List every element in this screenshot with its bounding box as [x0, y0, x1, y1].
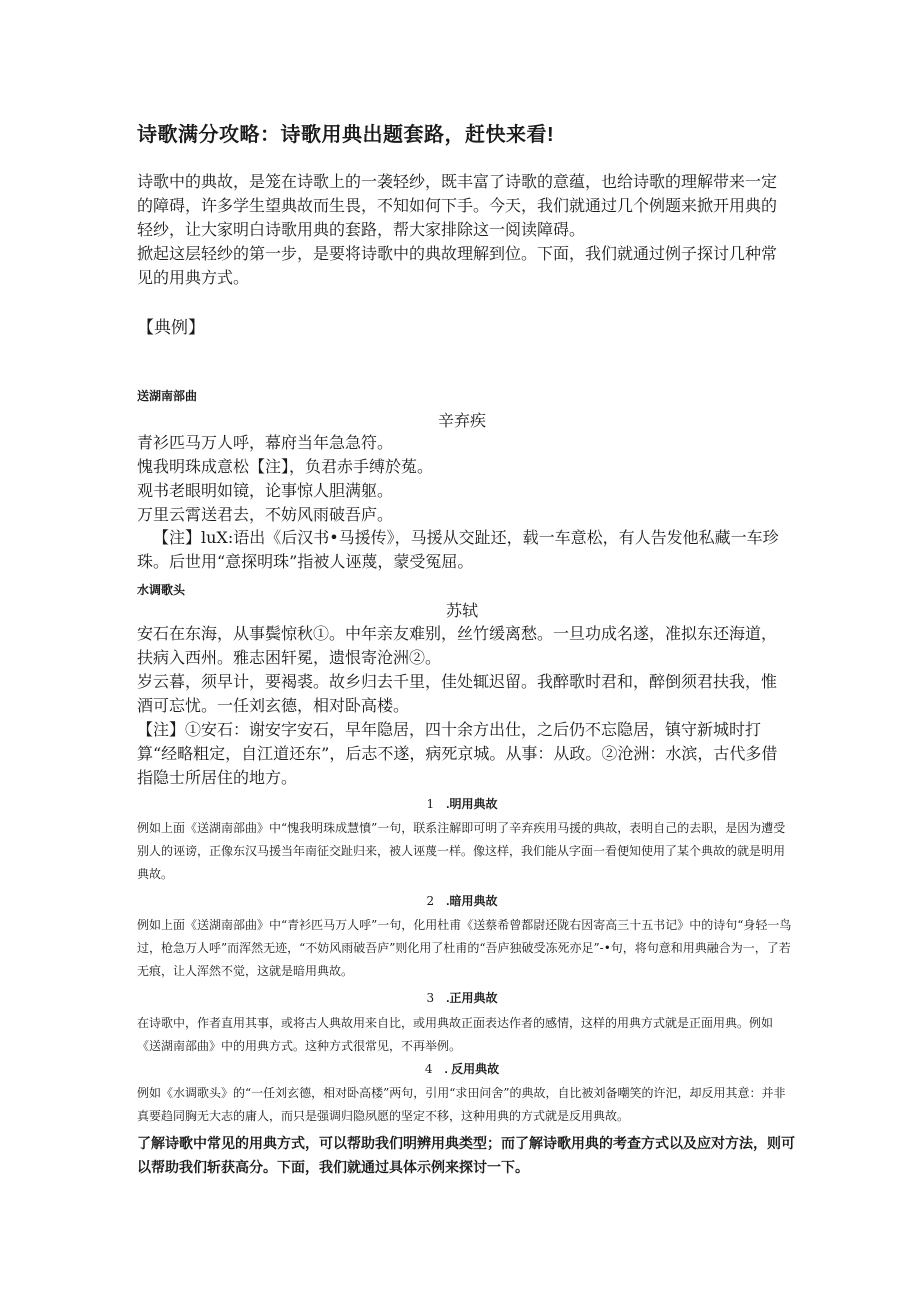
section-heading — [137, 1060, 787, 1077]
poem-note: 【注】①安石：谢安字安石，早年隐居，四十余方出仕，之后仍不忘隐居，镇守新城时打算“经略粗定，自江道还东”，后志不遂，病死京城。从事：从政。②沧洲：水滨，古代多借指隐士所居住的地方。 — [137, 720, 778, 787]
poem-title: 送湖南部曲 — [137, 389, 198, 403]
section-number: 1 — [426, 797, 435, 811]
section-paragraph: 例如上面《送湖南部曲》中“愧我明珠成慧憤”一句，联系注解即可明了辛弃疾用马援的典故，表明自己的去职，是因为遭受别人的诬谤，正像东汉马援当年南征交趾归来，被人诬蔑一样。像这样，我们能从字面一看便知使用了某个典故的就是明用典故。 — [137, 821, 786, 881]
section-heading — [137, 892, 787, 909]
section-number: 4 — [424, 1062, 433, 1076]
section-number: 2 — [426, 894, 435, 908]
poem-title: 水调歌头 — [137, 583, 186, 597]
poem-note: 【注】luX:语出《后汉书•马援传》，马援从交趾还，载一车意松，有人告发他私藏一车珍珠。后世用“意探明珠”指被人诬蔑，蒙受冤屈。 — [137, 528, 779, 571]
section-paragraph: 例如《水调歌头》的“一任刘玄德，相对卧高楼”两句，引用“求田问舍”的典故，自比被刘备嘲笑的许汜，却反用其意：并非真要趋同胸无大志的庸人，而只是强调归隐夙愿的坚定不移，这种用典的方式就是反用典故。 — [137, 1086, 786, 1123]
intro-paragraph: 掀起这层轻纱的第一步，是要将诗歌中的典故理解到位。下面，我们就通过例子探讨几种常见的用典方式。 — [137, 244, 778, 287]
poem-line: 万里云霄送君去，不妨风雨破吾庐。 — [137, 505, 394, 524]
closing-paragraph: 了解诗歌中常见的用典方式，可以帮助我们明辨用典类型；而了解诗歌用典的考查方式以及应对方法，则可以帮助我们斩获高分。下面，我们就通过具体示例来探讨一下。 — [137, 1135, 795, 1175]
poem-line: 观书老眼明如镜，论事惊人胆满躯。 — [137, 481, 394, 500]
intro — [137, 170, 787, 290]
poem-paragraph: 岁云暮，须早计，要褐裘。故乡归去千里，佳处辄迟留。我醉歌时君和，醉倒须君扶我，惟酒可忘忧。一任刘玄德，相对卧高楼。 — [137, 672, 778, 715]
page-title: 诗歌满分攻略：诗歌用典出题套路，赶快来看! — [137, 124, 555, 146]
section-label: 【典例】 — [137, 318, 205, 338]
section-body — [137, 1012, 792, 1058]
section-label-text: . 反用典故 — [444, 1062, 500, 1076]
intro-paragraph: 诗歌中的典故，是笼在诗歌上的一袭轻纱，既丰富了诗歌的意蕴，也给诗歌的理解带来一定的障碍，许多学生望典故而生畏，不知如何下手。今天，我们就通过几个例题来掀开用典的轻纱，让大家明白诗歌用典的套路，帮大家排除这一阅读障碍。 — [137, 172, 778, 239]
section-paragraph: 例如上面《送湖南部曲》中“青衫匹马万人呼”一句，化用杜甫《送蔡希曾都尉还陇右因寄高三十五书记》中的诗句“身轻一鸟过，枪急万人呼”而浑然无迹，“不妨风雨破吾庐”则化用了杜甫的“吾庐独破受冻死亦足”-•句，将句意和用典融合为一，了若无痕，让人浑然不觉，这就是暗用典故。 — [137, 918, 792, 978]
poem-author: 辛弃疾 — [437, 411, 486, 430]
poem-line: 愧我明珠成意松【注】，负君赤手缚於菟。 — [137, 457, 434, 476]
poem-author: 苏轼 — [445, 601, 478, 620]
poem-paragraph: 安石在东海，从事鬓惊秋①。中年亲友难别，丝竹缓离愁。一旦功成名遂，准拟东还海道，扶病入西州。雅志困轩冕，遗恨寄沧洲②。 — [137, 624, 778, 667]
section-label-text: .暗用典故 — [446, 894, 498, 908]
section-body — [137, 817, 792, 886]
section-label-text: .明用典故 — [446, 797, 498, 811]
poem-line: 青衫匹马万人呼，幕府当年急急符。 — [137, 433, 394, 452]
section-heading — [137, 795, 787, 812]
section-paragraph: 在诗歌中，作者直用其事，或将古人典故用来自比，或用典故正面表达作者的感情，这样的用典方式就是正面用典。例如《送湖南部曲》中的用典方式。这种方式很常见，不再举例。 — [137, 1016, 774, 1053]
poem-body — [137, 622, 792, 790]
section-body — [137, 914, 792, 983]
section-label-text: .正用典故 — [446, 991, 498, 1005]
section-heading — [137, 989, 787, 1006]
section-number: 3 — [426, 991, 435, 1005]
poem-body — [137, 431, 792, 527]
section-body — [137, 1082, 792, 1128]
